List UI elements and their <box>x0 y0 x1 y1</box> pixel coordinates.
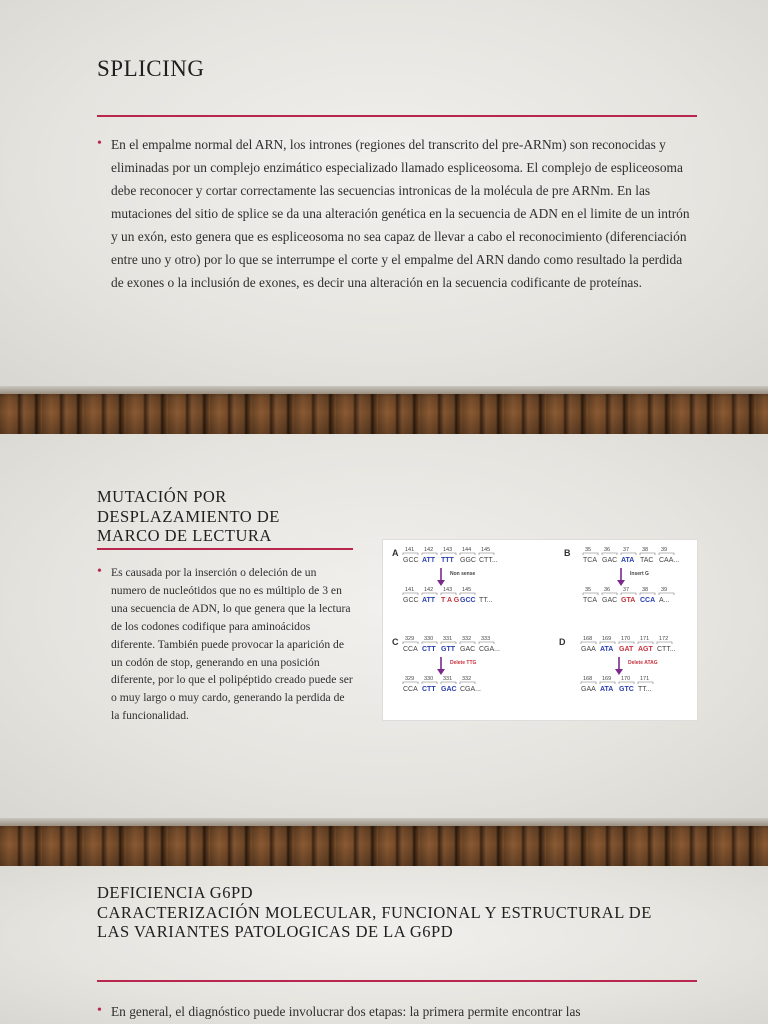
codon: GAT <box>619 646 634 653</box>
codon: A... <box>659 597 670 604</box>
codon-bracket <box>422 593 437 595</box>
codon-number: 171 <box>640 676 650 682</box>
codon-bracket <box>640 553 655 555</box>
codon-bracket <box>460 642 475 644</box>
codon-bracket <box>441 593 456 595</box>
codon-bracket <box>422 642 437 644</box>
codon-number: 142 <box>424 547 434 553</box>
codon-bracket <box>600 642 615 644</box>
codon-number: 331 <box>443 676 453 682</box>
codon: CTT... <box>657 646 676 653</box>
codon: GTA <box>621 597 636 604</box>
codon: CAA... <box>659 557 680 564</box>
mutation-label: Delete TTG <box>450 660 477 666</box>
codon-bracket <box>619 642 634 644</box>
codon-bracket <box>460 682 475 684</box>
codon-number: 36 <box>604 587 611 593</box>
slide-title <box>97 883 697 942</box>
bullet-text: • En general, el diagnóstico puede involucrar dos etapas: la primera permite encontrar las <box>97 1000 697 1023</box>
codon-number: 35 <box>585 587 592 593</box>
codon: CGA... <box>460 686 482 693</box>
codon-number: 169 <box>602 676 612 682</box>
title-line: DESPLAZAMIENTO DE <box>97 506 280 526</box>
panel-letter: B <box>564 548 571 558</box>
slide-frameshift <box>0 434 768 818</box>
codon-bracket <box>657 642 672 644</box>
codon-number: 172 <box>659 636 669 642</box>
panel-a-sequences <box>403 547 498 604</box>
codon: GAA <box>581 686 596 693</box>
codon: CCA <box>403 686 418 693</box>
panel-c <box>392 636 500 693</box>
codon: GAC <box>602 557 618 564</box>
codon-number: 331 <box>443 636 453 642</box>
codon-bracket <box>403 553 418 555</box>
codon: AGT <box>638 646 653 653</box>
codon: CTT <box>422 646 436 653</box>
panel-d-sequences <box>581 636 676 693</box>
codon-bracket <box>659 553 674 555</box>
codon: ATA <box>600 646 614 653</box>
codon-number: 39 <box>661 587 668 593</box>
codon: CTT <box>422 686 436 693</box>
codon-number: 36 <box>604 547 611 553</box>
codon-bracket <box>583 593 598 595</box>
codon-bracket <box>479 642 494 644</box>
codon: GCC <box>403 597 419 604</box>
codon-number: 330 <box>424 636 434 642</box>
codon: ATT <box>422 597 436 604</box>
arrow-head <box>615 669 623 675</box>
slide-g6pd <box>0 866 768 1024</box>
panel-c-sequences <box>403 636 500 693</box>
bullet-list <box>97 1000 697 1023</box>
panel-b <box>564 547 679 604</box>
codon: GCC <box>460 597 476 604</box>
codon: CTT... <box>479 557 498 564</box>
codon-number: 333 <box>481 636 491 642</box>
codon-bracket <box>441 553 456 555</box>
codon: TAC <box>640 557 654 564</box>
codon-number: 168 <box>583 676 593 682</box>
panel-letter: D <box>559 637 566 647</box>
slide-splicing <box>0 0 768 386</box>
codon-number: 329 <box>405 676 415 682</box>
codon: GAC <box>441 686 457 693</box>
title-line: DEFICIENCIA G6PD <box>97 883 254 902</box>
panel-letter: A <box>392 548 399 558</box>
bullet-list <box>97 133 697 294</box>
panel-d <box>559 636 676 693</box>
codon-bracket <box>581 682 596 684</box>
codon-number: 38 <box>642 587 649 593</box>
bullet-text: • Es causada por la inserción o deleción de un numero de nucleótidos que no es múltiplo de 3 en una secuencia de ADN, lo que genera que la lectura de los codones codifique para aminoácidos diferente. También puede provocar la aparición de un codón de stop, generando en una posición diferente, por lo que el polipéptido creado puede ser o muy largo o muy cardo, generando la perdida de la funcionalidad. <box>97 564 353 725</box>
codon-number: 168 <box>583 636 593 642</box>
codon-bracket <box>638 642 653 644</box>
title-line: LAS VARIANTES PATOLOGICAS DE LA G6PD <box>97 922 454 941</box>
codon: GTT <box>441 646 455 653</box>
codon-number: 38 <box>642 547 649 553</box>
codon-bracket <box>479 553 494 555</box>
codon: TT... <box>479 597 493 604</box>
title-divider <box>97 980 697 982</box>
bullet-list <box>97 564 353 725</box>
slide-title: SPLICING <box>97 56 205 81</box>
title-line: MUTACIÓN POR <box>97 487 227 506</box>
panel-b-sequences <box>583 547 679 604</box>
codon-number: 37 <box>623 547 630 553</box>
codon-bracket <box>619 682 634 684</box>
codon: TCA <box>583 557 597 564</box>
panel-a <box>392 547 498 604</box>
codon-bracket <box>422 553 437 555</box>
codon-bracket <box>640 593 655 595</box>
codon-number: 145 <box>462 587 472 593</box>
mutation-label: Delete ATAG <box>628 660 658 666</box>
codon-number: 39 <box>661 547 668 553</box>
codon-bracket <box>422 682 437 684</box>
codon: TCA <box>583 597 597 604</box>
codon-bracket <box>659 593 674 595</box>
codon-number: 169 <box>602 636 612 642</box>
codon-number: 37 <box>623 587 630 593</box>
panel-letter: C <box>392 637 399 647</box>
codon-number: 141 <box>405 587 415 593</box>
codon-number: 142 <box>424 587 434 593</box>
codon-number: 329 <box>405 636 415 642</box>
wood-floor-divider <box>0 386 768 434</box>
arrow-head <box>617 580 625 586</box>
codon-bracket <box>441 642 456 644</box>
frameshift-diagram <box>383 540 697 720</box>
codon-bracket <box>460 593 475 595</box>
codon: GAC <box>602 597 618 604</box>
codon: CGA... <box>479 646 501 653</box>
codon-bracket <box>638 682 653 684</box>
codon-bracket <box>602 593 617 595</box>
codon-bracket <box>403 593 418 595</box>
codon-number: 170 <box>621 636 631 642</box>
codon: GCC <box>403 557 419 564</box>
title-line: MARCO DE LECTURA <box>97 526 272 545</box>
title-line: CARACTERIZACIÓN MOLECULAR, FUNCIONAL Y ESTRUCTURAL DE <box>97 902 652 922</box>
codon: GTC <box>619 686 634 693</box>
codon-bracket <box>621 553 636 555</box>
codon-number: 332 <box>462 636 472 642</box>
codon: ATA <box>600 686 614 693</box>
codon-bracket <box>403 642 418 644</box>
mutation-label: Non sense <box>450 571 476 577</box>
codon: GGC <box>460 557 476 564</box>
codon-number: 330 <box>424 676 434 682</box>
codon-number: 170 <box>621 676 631 682</box>
bullet-text: • En el empalme normal del ARN, los intrones (regiones del transcrito del pre-ARNm) son reconocidas y eliminadas por un complejo enzimático especializado llamado espliceosoma. El complejo de espliceosoma debe reconocer y cortar correctamente las secuencias intronicas de la molécula de pre ARNm. En las mutaciones del sitio de splice se da una alteración genética en la secuencia de ADN en el limite de un intrón y un exón, esto genera que es espliceosoma no sea capaz de llevar a cabo el reconocimiento (diferenciación entre uno y otro) por lo que se interrumpe el corte y el empalme del ARN dando como resultado la perdida de exones o la inclusión de exones, es decir una alteración en la secuencia codificante de proteínas. <box>97 133 697 294</box>
codon: CCA <box>640 597 656 604</box>
title-divider <box>97 115 697 117</box>
codon-number: 171 <box>640 636 650 642</box>
codon-number: 332 <box>462 676 472 682</box>
codon-bracket <box>460 553 475 555</box>
slide-title <box>97 487 280 546</box>
arrow-head <box>437 580 445 586</box>
arrow-head <box>437 669 445 675</box>
codon-bracket <box>403 682 418 684</box>
frameshift-figure <box>383 540 697 720</box>
codon: T A G <box>441 597 460 604</box>
codon-number: 141 <box>405 547 415 553</box>
title-divider <box>97 548 353 550</box>
codon-number: 143 <box>443 547 453 553</box>
codon-number: 145 <box>481 547 491 553</box>
codon-bracket <box>581 642 596 644</box>
codon-bracket <box>602 553 617 555</box>
codon-number: 143 <box>443 587 453 593</box>
codon-number: 144 <box>462 547 472 553</box>
codon-bracket <box>621 593 636 595</box>
codon-number: 35 <box>585 547 592 553</box>
codon: GAC <box>460 646 476 653</box>
codon: GAA <box>581 646 596 653</box>
codon: ATA <box>621 557 635 564</box>
codon: ATT <box>422 557 436 564</box>
codon: TTT <box>441 557 454 564</box>
codon: CCA <box>403 646 418 653</box>
wood-floor-divider <box>0 818 768 866</box>
codon: TT... <box>638 686 652 693</box>
codon-bracket <box>441 682 456 684</box>
codon-bracket <box>600 682 615 684</box>
codon-bracket <box>583 553 598 555</box>
mutation-label: Insert G <box>630 571 649 577</box>
